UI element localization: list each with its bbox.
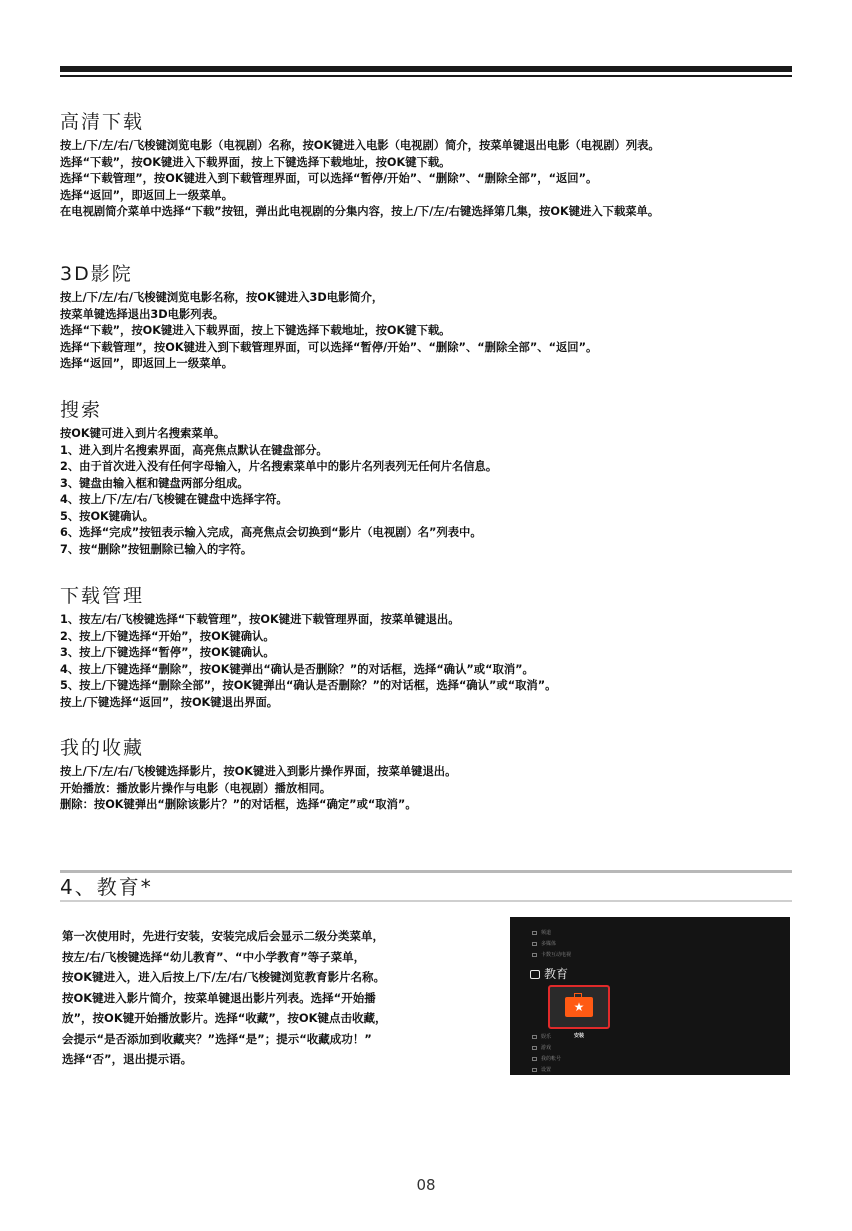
tv-heading-education: 教育 (530, 965, 568, 982)
text-line: 5、按上/下键选择“删除全部”，按OK键弹出“确认是否删除？”的对话框，选择“确认”或“取消”。 (60, 679, 557, 692)
tv-channel-icon (532, 931, 537, 935)
text-line: 4、按上/下/左/右/飞梭键在键盘中选择字符。 (60, 493, 288, 506)
page-number: 08 (416, 1176, 436, 1194)
tv-menu-item: 我的帐号 (532, 1055, 561, 1062)
education-description (62, 926, 482, 1070)
text-line: 按OK键进入，进入后按上/下/左/右/飞梭键浏览教育影片名称。 (62, 970, 385, 984)
education-icon (530, 970, 540, 979)
header-rule-thin (60, 75, 792, 77)
text-line: 在电视剧简介菜单中选择“下载”按钮，弹出此电视剧的分集内容，按上/下/左/右键选择第几集，按OK键进入下载菜单。 (60, 205, 660, 218)
chapter-title: 4、教育* (60, 875, 153, 899)
section-title: 下载管理 (60, 585, 145, 607)
text-line: 选择“否”，退出提示语。 (62, 1052, 193, 1066)
text-line: 按左/右/飞梭键选择“幼儿教育”、“中小学教育”等子菜单， (62, 949, 366, 964)
chapter-rule-top (60, 870, 792, 873)
text-line: 按OK键可进入到片名搜索菜单。 (60, 427, 226, 440)
text-line: 选择“返回”，即返回上一级菜单。 (60, 188, 234, 202)
section-3d-cinema (60, 262, 800, 373)
text-line: 选择“下载管理”，按OK键进入到下载管理界面，可以选择“暂停/开始”、“删除”、“删除全部”、“返回”。 (60, 340, 598, 354)
text-line: 1、进入到片名搜索界面，高亮焦点默认在键盘部分。 (60, 443, 328, 457)
tv-menu-item: 卡数互动电视 (532, 951, 571, 958)
text-line: 2、按上/下键选择“开始”，按OK键确认。 (60, 629, 275, 643)
tv-menu-screenshot (510, 917, 790, 1075)
chapter-rule-bottom (60, 900, 792, 902)
text-line: 按OK键进入影片简介，按菜单键退出影片列表。选择“开始播 (62, 990, 376, 1005)
text-line: 选择“下载管理”，按OK键进入到下载管理界面，可以选择“暂停/开始”、“删除”、“删除全部”，“返回”。 (60, 172, 598, 185)
text-line: 按菜单键选择退出3D电影列表。 (60, 307, 225, 321)
text-line: 7、按“删除”按钮删除已输入的字符。 (60, 542, 253, 556)
text-line: 按上/下/左/右/飞梭键浏览电影（电视剧）名称，按OK键进入电影（电视剧）简介，按菜单键退出电影（电视剧）列表。 (60, 139, 660, 152)
section-hd-download (60, 110, 800, 221)
section-title: 高清下载 (60, 111, 145, 133)
text-line: 3、键盘由输入框和键盘两部分组成。 (60, 476, 249, 490)
install-label: 安装 (573, 1033, 584, 1039)
text-line: 按上/下/左/右/飞梭键浏览电影名称，按OK键进入3D电影简介， (60, 291, 384, 304)
text-line: 放”，按OK键开始播放影片。选择“收藏”，按OK键点击收藏， (62, 1011, 387, 1025)
header-rule (60, 66, 792, 72)
section-title: 我的收藏 (60, 737, 145, 759)
text-line: 按上/下键选择“返回”，按OK键退出界面。 (60, 695, 279, 709)
text-line: 选择“下载”，按OK键进入下载界面，按上下键选择下载地址，按OK键下载。 (60, 155, 451, 169)
text-line: 1、按左/右/飞梭键选择“下载管理”，按OK键进下载管理界面，按菜单键退出。 (60, 613, 460, 626)
tv-game-icon (532, 1046, 537, 1050)
text-line: 选择“下载”，按OK键进入下载界面，按上下键选择下载地址，按OK键下载。 (60, 324, 451, 337)
install-tile[interactable] (548, 985, 610, 1029)
tv-entertainment-icon (532, 1035, 537, 1039)
tv-menu-item: 多媒体 (532, 940, 556, 947)
tv-interactive-icon (532, 953, 537, 957)
text-line: 会提示“是否添加到收藏夹？”选择“是”；提示“收藏成功！” (62, 1031, 372, 1046)
text-line: 按上/下/左/右/飞梭键选择影片，按OK键进入到影片操作界面，按菜单键退出。 (60, 765, 457, 778)
text-line: 6、选择“完成”按钮表示输入完成，高亮焦点会切换到“影片（电视剧）名”列表中。 (60, 526, 482, 539)
section-title: 搜索 (60, 399, 103, 421)
tv-menu-item: 游戏 (532, 1044, 551, 1051)
toolbox-icon (565, 997, 593, 1017)
text-line: 4、按上/下键选择“删除”，按OK键弹出“确认是否删除？”的对话框，选择“确认”或“取消”。 (60, 662, 534, 676)
section-title: 3D影院 (60, 263, 133, 285)
tv-media-icon (532, 942, 537, 946)
text-line: 选择“返回”，即返回上一级菜单。 (60, 357, 234, 370)
text-line: 5、按OK键确认。 (60, 509, 154, 523)
tv-settings-icon (532, 1068, 537, 1072)
tv-menu-item: 频道 (532, 929, 551, 936)
text-line: 删除：按OK键弹出“删除该影片？”的对话框，选择“确定”或“取消”。 (60, 798, 417, 811)
section-download-manager (60, 584, 800, 711)
tv-menu-item: 娱乐 (532, 1033, 551, 1040)
text-line: 第一次使用时，先进行安装，安装完成后会显示二级分类菜单， (62, 929, 384, 943)
text-line: 2、由于首次进入没有任何字母输入，片名搜索菜单中的影片名列表列无任何片名信息。 (60, 460, 498, 473)
text-line: 3、按上/下键选择“暂停”，按OK键确认。 (60, 646, 275, 659)
tv-menu-item: 设置 (532, 1066, 551, 1073)
section-search (60, 398, 800, 558)
text-line: 开始播放：播放影片操作与电影（电视剧）播放相同。 (60, 781, 332, 795)
tv-account-icon (532, 1057, 537, 1061)
star-icon: ★ (573, 1000, 585, 1014)
section-favorites (60, 736, 800, 814)
